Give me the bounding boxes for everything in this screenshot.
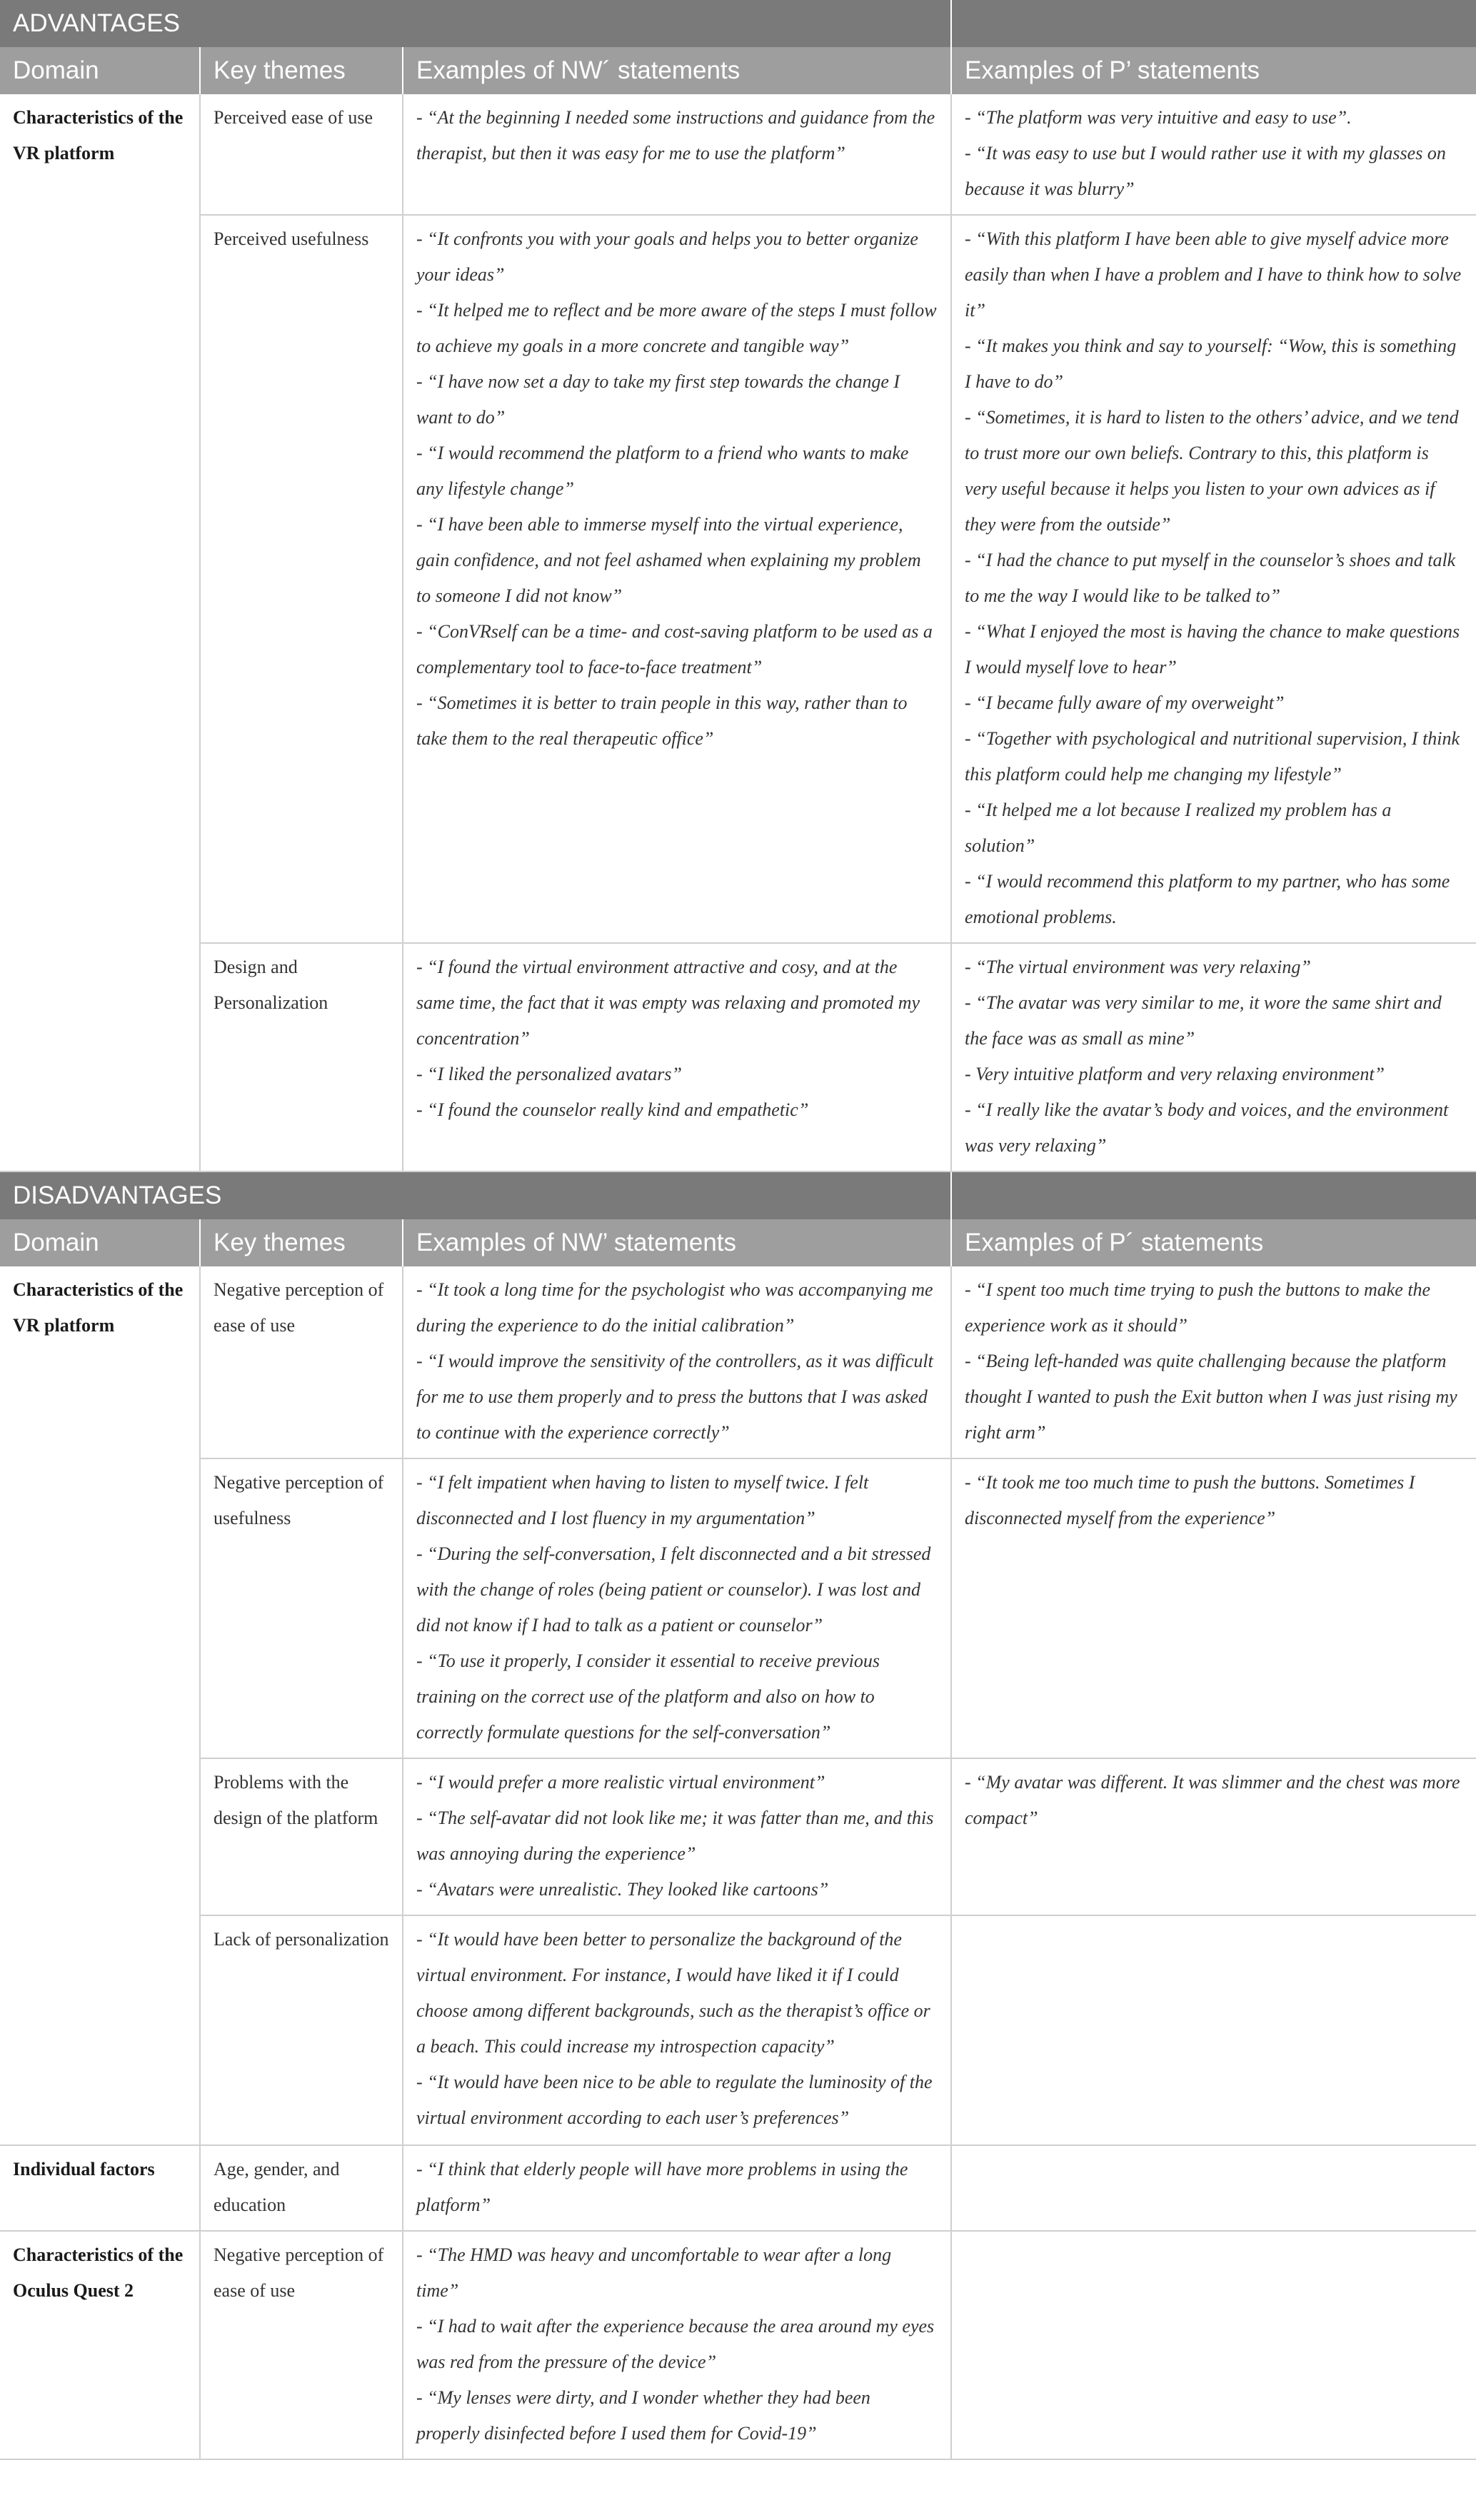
nw-statement: - “I would recommend the platform to a friend who wants to make any lifestyle change” xyxy=(416,443,909,499)
key-theme-cell: Lack of personalization xyxy=(200,1915,403,2145)
nw-statement: - “It would have been better to personalize the background of the virtual environment. For instance, I would have liked it if I could choose among different backgrounds, such as the therapist’s office or a beach. This could increase my introspection capacity” xyxy=(416,1929,930,2057)
p-statement: - Very intuitive platform and very relaxing environment” xyxy=(965,1064,1385,1084)
nw-statement: - “The self-avatar did not look like me; it was fatter than me, and this was annoying during the experience” xyxy=(416,1808,934,1864)
key-theme-cell: Perceived ease of use xyxy=(200,94,403,215)
nw-statements-cell xyxy=(403,2231,951,2459)
advantages-section-title: ADVANTAGES xyxy=(0,0,951,47)
domain-cell: Characteristics of the VR platform xyxy=(0,1266,200,1458)
p-statement: - “The platform was very intuitive and easy to use”. xyxy=(965,107,1352,128)
nw-statement: - “During the self-conversation, I felt disconnected and a bit stressed with the change of roles (being patient or counselor). I was lost and did not know if I had to talk as a patient or counselor” xyxy=(416,1543,931,1636)
domain-cell xyxy=(0,1458,200,1758)
nw-statement: - “It helped me to reflect and be more aware of the steps I must follow to achieve my goals in a more concrete and tangible way” xyxy=(416,300,937,356)
domain-cell xyxy=(0,943,200,1171)
advantages-section-row xyxy=(0,0,1476,47)
nw-statement: - “I liked the personalized avatars” xyxy=(416,1064,682,1084)
p-statements-cell xyxy=(951,2231,1476,2459)
p-statements-cell xyxy=(951,1458,1476,1758)
domain-cell xyxy=(0,215,200,943)
key-theme-cell: Negative perception of usefulness xyxy=(200,1458,403,1758)
p-statement: - “I would recommend this platform to my partner, who has some emotional problems. xyxy=(965,871,1450,927)
nw-statement: - “I found the counselor really kind and empathetic” xyxy=(416,1099,809,1120)
column-header: Examples of NW’ statements xyxy=(403,1219,951,1266)
disadvantages-section-row xyxy=(0,1171,1476,1219)
nw-statement: - “The HMD was heavy and uncomfortable to wear after a long time” xyxy=(416,2244,892,2301)
domain-cell: Characteristics of the Oculus Quest 2 xyxy=(0,2231,200,2459)
table-row xyxy=(0,2231,1476,2459)
nw-statements-cell xyxy=(403,215,951,943)
section-spacer xyxy=(951,1171,1476,1219)
nw-statement: - “ConVRself can be a time- and cost-saving platform to be used as a complementary tool to face-to-face treatment” xyxy=(416,621,933,677)
section-spacer xyxy=(951,0,1476,47)
p-statement: - “Together with psychological and nutritional supervision, I think this platform could help me changing my lifestyle” xyxy=(965,728,1460,785)
nw-statements-cell xyxy=(403,1915,951,2145)
p-statements-cell xyxy=(951,2145,1476,2231)
nw-statement: - “I think that elderly people will have more problems in using the platform” xyxy=(416,2159,908,2215)
nw-statement: - “I had to wait after the experience because the area around my eyes was red from the pressure of the device” xyxy=(416,2316,935,2372)
p-statement: - “Being left-handed was quite challenging because the platform thought I wanted to push the Exit button when I was just rising my right arm” xyxy=(965,1351,1457,1443)
nw-statement: - “Avatars were unrealistic. They looked like cartoons” xyxy=(416,1879,829,1900)
p-statement: - “My avatar was different. It was slimmer and the chest was more compact” xyxy=(965,1772,1460,1828)
nw-statements-cell xyxy=(403,2145,951,2231)
nw-statement: - “I would improve the sensitivity of the controllers, as it was difficult for me to use them properly and to press the buttons that I was asked to continue with the experience correctly” xyxy=(416,1351,933,1443)
disadvantages-header-row xyxy=(0,1219,1476,1266)
nw-statements-cell xyxy=(403,1458,951,1758)
column-header: Domain xyxy=(0,47,200,94)
table-row xyxy=(0,943,1476,1171)
key-theme-cell: Design and Personalization xyxy=(200,943,403,1171)
p-statement: - “I had the chance to put myself in the counselor’s shoes and talk to me the way I would like to be talked to” xyxy=(965,550,1456,606)
domain-cell xyxy=(0,1758,200,1915)
key-theme-cell: Perceived usefulness xyxy=(200,215,403,943)
table-row xyxy=(0,94,1476,215)
nw-statements-cell xyxy=(403,1758,951,1915)
nw-statement: - “Sometimes it is better to train people in this way, rather than to take them to the real therapeutic office” xyxy=(416,692,908,749)
key-theme-cell: Negative perception of ease of use xyxy=(200,2231,403,2459)
column-header: Examples of P´ statements xyxy=(951,1219,1476,1266)
table-row xyxy=(0,2145,1476,2231)
nw-statement: - “I have now set a day to take my first step towards the change I want to do” xyxy=(416,371,900,428)
nw-statements-cell xyxy=(403,94,951,215)
key-theme-cell: Problems with the design of the platform xyxy=(200,1758,403,1915)
nw-statement: - “I have been able to immerse myself into the virtual experience, gain confidence, and not feel ashamed when explaining my problem to someone I did not know” xyxy=(416,514,921,606)
nw-statements-cell xyxy=(403,943,951,1171)
p-statement: - “I spent too much time trying to push the buttons to make the experience work as it should” xyxy=(965,1279,1431,1336)
table-row xyxy=(0,1758,1476,1915)
p-statements-cell xyxy=(951,94,1476,215)
p-statement: - “It was easy to use but I would rather use it with my glasses on because it was blurry” xyxy=(965,143,1446,199)
p-statement: - “With this platform I have been able to give myself advice more easily than when I have a problem and I have to think how to solve it” xyxy=(965,228,1462,321)
p-statements-cell xyxy=(951,1266,1476,1458)
nw-statement: - “My lenses were dirty, and I wonder whether they had been properly disinfected before I used them for Covid-19” xyxy=(416,2387,870,2444)
column-header: Key themes xyxy=(200,1219,403,1266)
p-statements-cell xyxy=(951,1915,1476,2145)
column-header: Domain xyxy=(0,1219,200,1266)
column-header: Key themes xyxy=(200,47,403,94)
nw-statement: - “It would have been nice to be able to regulate the luminosity of the virtual environment according to each user’s preferences” xyxy=(416,2072,933,2128)
table-row xyxy=(0,1266,1476,1458)
nw-statements-cell xyxy=(403,1266,951,1458)
p-statements-cell xyxy=(951,215,1476,943)
p-statement: - “It helped me a lot because I realized my problem has a solution” xyxy=(965,800,1392,856)
nw-statement: - “I felt impatient when having to listen to myself twice. I felt disconnected and I lost fluency in my argumentation” xyxy=(416,1472,869,1528)
table-row xyxy=(0,215,1476,943)
disadvantages-section-title: DISADVANTAGES xyxy=(0,1171,951,1219)
key-theme-cell: Age, gender, and education xyxy=(200,2145,403,2231)
domain-cell: Characteristics of the VR platform xyxy=(0,94,200,215)
p-statement: - “The avatar was very similar to me, it wore the same shirt and the face was as small as mine” xyxy=(965,992,1442,1049)
domain-cell: Individual factors xyxy=(0,2145,200,2231)
p-statement: - “It makes you think and say to yourself: “Wow, this is something I have to do” xyxy=(965,336,1457,392)
p-statement: - “The virtual environment was very relaxing” xyxy=(965,957,1311,977)
p-statement: - “What I enjoyed the most is having the chance to make questions I would myself love to hear” xyxy=(965,621,1460,677)
nw-statement: - “It confronts you with your goals and helps you to better organize your ideas” xyxy=(416,228,918,285)
p-statement: - “It took me too much time to push the buttons. Sometimes I disconnected myself from the experience” xyxy=(965,1472,1415,1528)
advantages-header-row xyxy=(0,47,1476,94)
table-row xyxy=(0,1458,1476,1758)
p-statement: - “I really like the avatar’s body and voices, and the environment was very relaxing” xyxy=(965,1099,1449,1156)
nw-statement: - “At the beginning I needed some instructions and guidance from the therapist, but then it was easy for me to use the platform” xyxy=(416,107,935,163)
p-statements-cell xyxy=(951,1758,1476,1915)
nw-statement: - “I would prefer a more realistic virtual environment” xyxy=(416,1772,825,1793)
column-header: Examples of NW´ statements xyxy=(403,47,951,94)
nw-statement: - “I found the virtual environment attractive and cosy, and at the same time, the fact that it was empty was relaxing and promoted my concentration” xyxy=(416,957,920,1049)
p-statements-cell xyxy=(951,943,1476,1171)
column-header: Examples of P’ statements xyxy=(951,47,1476,94)
key-theme-cell: Negative perception of ease of use xyxy=(200,1266,403,1458)
p-statement: - “I became fully aware of my overweight” xyxy=(965,692,1285,713)
p-statement: - “Sometimes, it is hard to listen to the others’ advice, and we tend to trust more our own beliefs. Contrary to this, this platform is very useful because it helps you listen to your own advices as if they were from the outside” xyxy=(965,407,1459,535)
nw-statement: - “It took a long time for the psychologist who was accompanying me during the experience to do the initial calibration” xyxy=(416,1279,933,1336)
domain-cell xyxy=(0,1915,200,2145)
table-row xyxy=(0,1915,1476,2145)
nw-statement: - “To use it properly, I consider it essential to receive previous training on the correct use of the platform and also on how to correctly formulate questions for the self-conversation” xyxy=(416,1650,880,1743)
